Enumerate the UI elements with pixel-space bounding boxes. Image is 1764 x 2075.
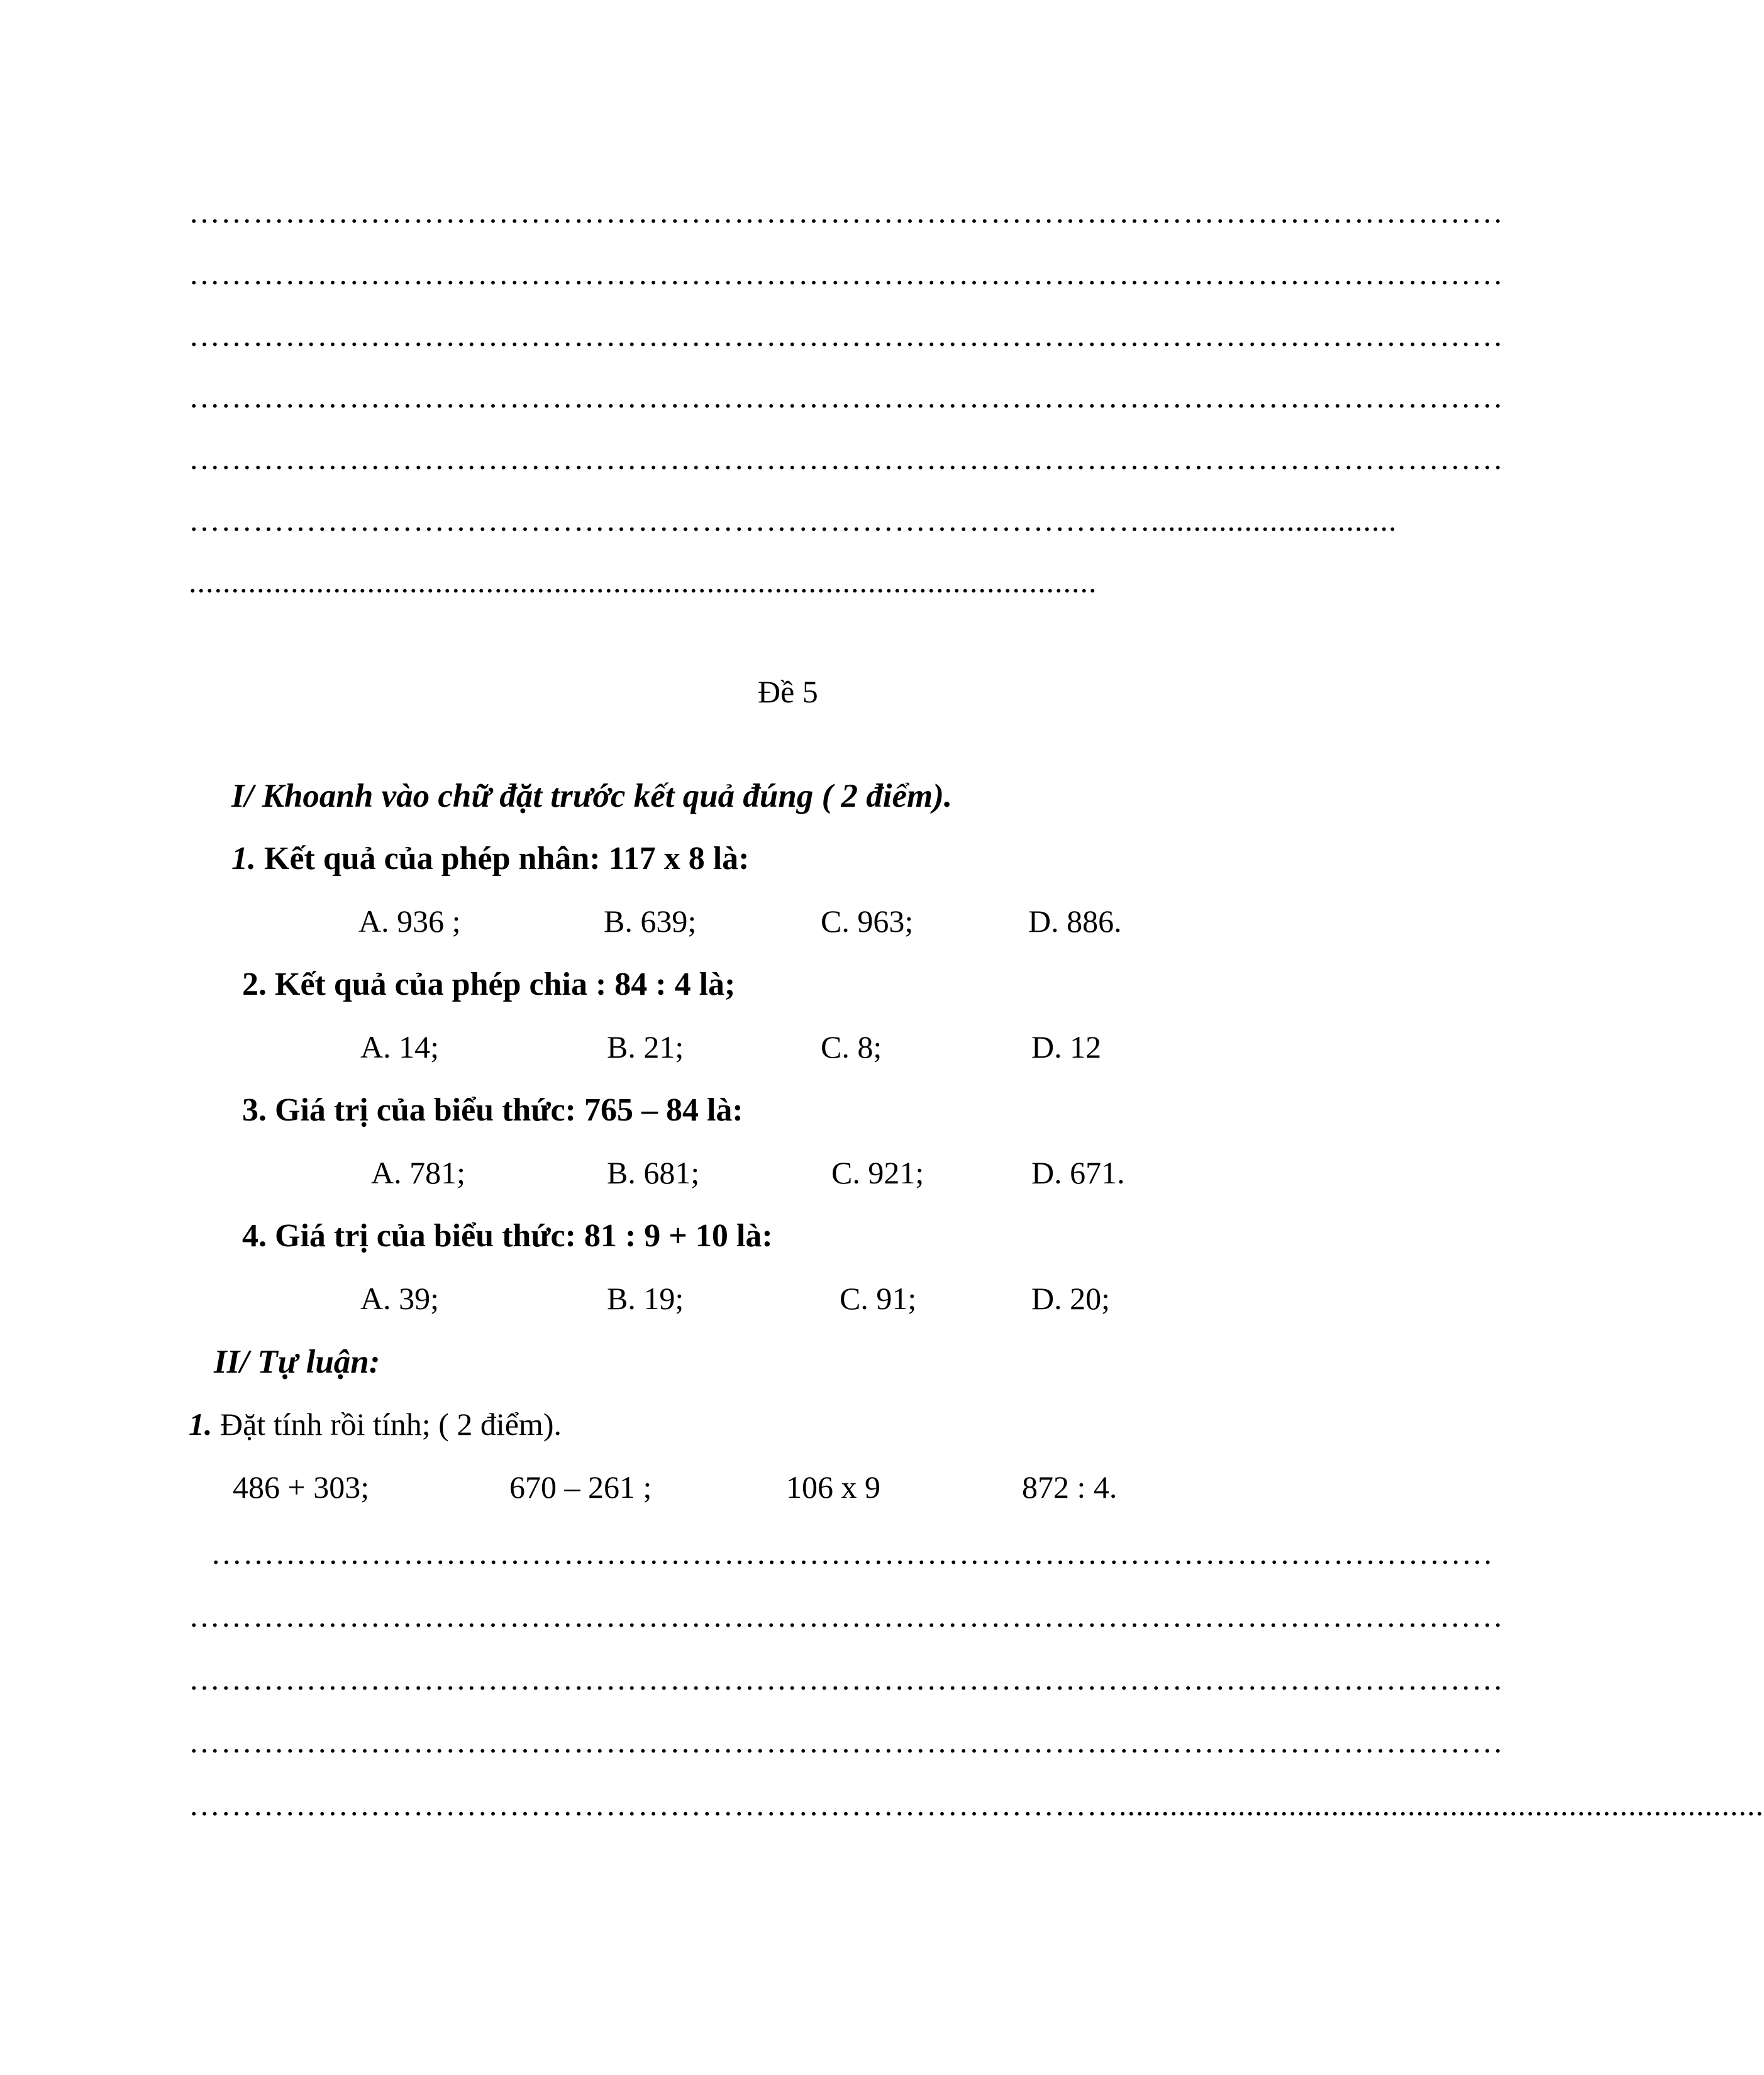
q4-option-a[interactable]: A. 39; <box>360 1281 439 1316</box>
answer-line-top-1: …………………………………………………………………………………………………………… <box>189 194 1504 230</box>
q3-option-a[interactable]: A. 781; <box>371 1155 465 1190</box>
question-number: 2. <box>242 966 267 1002</box>
answer-line-bottom-3: …………………………………………………………………………………………………………… <box>189 1661 1504 1696</box>
answer-line-bottom-1: ………………………………………………………………………………………………………… <box>211 1536 1494 1571</box>
answer-line-bottom-5: ……………………………………………………………………………............................................................................ <box>189 1787 1764 1822</box>
question-text: Giá trị của biểu thức: 81 : 9 + 10 là: <box>267 1218 773 1254</box>
q1-option-c[interactable]: C. 963; <box>821 904 914 939</box>
answer-line-bottom-4: …………………………………………………………………………………………………………… <box>189 1724 1504 1759</box>
section2-heading: II/ Tự luận: <box>214 1344 380 1380</box>
q4-option-d[interactable]: D. 20; <box>1031 1281 1110 1316</box>
answer-line-top-2: …………………………………………………………………………………………………………… <box>189 256 1504 291</box>
answer-line-top-4: …………………………………………………………………………………………………………… <box>189 379 1504 414</box>
q4-option-b[interactable]: B. 19; <box>607 1281 684 1316</box>
q3-option-d[interactable]: D. 671. <box>1031 1155 1125 1190</box>
section1-heading: I/ Khoanh vào chữ đặt trước kết quả đúng ( 2 điểm). <box>231 778 953 814</box>
q3-option-c[interactable]: C. 921; <box>831 1155 924 1190</box>
question-text: Kết quả của phép nhân: 117 x 8 là: <box>256 841 750 877</box>
exam-title: Đề 5 <box>758 674 818 709</box>
q2-option-b[interactable]: B. 21; <box>607 1029 684 1065</box>
q2-option-d[interactable]: D. 12 <box>1031 1029 1102 1065</box>
q1-option-a[interactable]: A. 936 ; <box>358 904 461 939</box>
answer-line-top-3: …………………………………………………………………………………………………………… <box>189 318 1504 353</box>
q2-option-c[interactable]: C. 8; <box>821 1029 882 1065</box>
expression-3: 106 x 9 <box>786 1469 880 1505</box>
task-number: 1. <box>189 1407 213 1442</box>
question-number: 3. <box>242 1092 267 1128</box>
question-3 <box>242 1094 743 1127</box>
answer-line-top-6: ………………………………………………………………………………............................. <box>189 502 1397 538</box>
q3-option-b[interactable]: B. 681; <box>607 1155 700 1190</box>
task-1 <box>189 1408 562 1440</box>
question-text: Kết quả của phép chia : 84 : 4 là; <box>267 966 736 1002</box>
q1-option-b[interactable]: B. 639; <box>604 904 697 939</box>
question-number: 1. <box>231 841 256 877</box>
expression-2: 670 – 261 ; <box>509 1469 652 1505</box>
question-number: 4. <box>242 1218 267 1254</box>
q1-option-d[interactable]: D. 886. <box>1028 904 1122 939</box>
question-2 <box>242 968 735 1001</box>
task-text: Đặt tính rồi tính; ( 2 điểm). <box>212 1407 562 1442</box>
question-text: Giá trị của biểu thức: 765 – 84 là: <box>267 1092 743 1128</box>
expression-1: 486 + 303; <box>233 1469 370 1505</box>
q4-option-c[interactable]: C. 91; <box>840 1281 917 1316</box>
question-4 <box>242 1220 773 1253</box>
answer-line-top-5: …………………………………………………………………………………………………………… <box>189 441 1504 476</box>
answer-line-top-7: ........................................................................................................... <box>189 564 1097 599</box>
q2-option-a[interactable]: A. 14; <box>360 1029 439 1065</box>
answer-line-bottom-2: …………………………………………………………………………………………………………… <box>189 1598 1504 1634</box>
expression-4: 872 : 4. <box>1022 1469 1118 1505</box>
question-1 <box>231 843 750 875</box>
